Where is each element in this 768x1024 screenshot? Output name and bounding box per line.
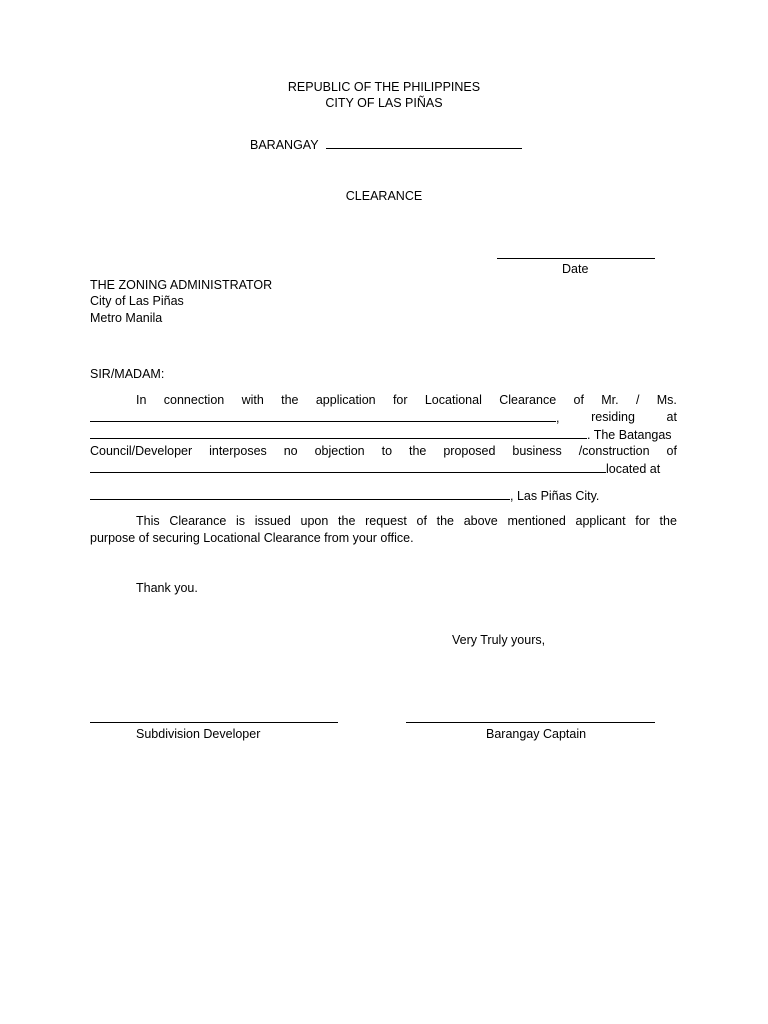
word: proposed	[443, 444, 496, 458]
sign-off: Very Truly yours,	[452, 633, 546, 647]
word: the	[659, 514, 677, 528]
word: the	[338, 514, 356, 528]
word: /construction	[578, 444, 650, 458]
word: Clearance	[499, 393, 557, 407]
addressee-title: THE ZONING ADMINISTRATOR	[90, 278, 273, 292]
addressee-city: City of Las Piñas	[90, 294, 184, 308]
barangay-blank	[326, 136, 522, 149]
location-blank	[90, 487, 510, 500]
word: Ms.	[656, 393, 677, 407]
barangay-line	[250, 136, 522, 153]
word: the	[436, 514, 455, 528]
developer-signature-line	[90, 722, 338, 723]
word: Council/Developer	[90, 444, 193, 458]
business-blank	[90, 460, 606, 473]
word: business	[512, 444, 562, 458]
residence-address-blank	[90, 426, 587, 439]
thank-you: Thank you.	[136, 581, 198, 595]
word: of	[416, 514, 427, 528]
document-title: CLEARANCE	[345, 189, 423, 203]
word: for	[392, 393, 408, 407]
word: of	[573, 393, 584, 407]
paragraph2-line1	[136, 513, 677, 529]
header-city: CITY OF LAS PIÑAS	[325, 96, 443, 110]
developer-signature-label: Subdivision Developer	[136, 727, 261, 741]
word: is	[235, 514, 246, 528]
barangay-label: BARANGAY	[250, 138, 319, 152]
captain-signature-line	[406, 722, 655, 723]
word: of	[666, 444, 677, 458]
word: mentioned	[507, 514, 566, 528]
paragraph1-line2	[90, 409, 677, 426]
word: the	[408, 444, 427, 458]
word: In	[136, 393, 147, 407]
word: applicant	[575, 514, 626, 528]
word: objection	[314, 444, 365, 458]
word: /	[635, 393, 640, 407]
word: Clearance	[169, 514, 227, 528]
word: above	[463, 514, 498, 528]
captain-signature-label: Barangay Captain	[486, 727, 587, 741]
word-residing: residing	[591, 410, 635, 424]
paragraph1-line6: , Las Piñas City.	[90, 487, 599, 504]
word: with	[241, 393, 264, 407]
word: This	[136, 514, 160, 528]
applicant-name-blank-group: ,	[90, 409, 559, 426]
salutation: SIR/MADAM:	[90, 367, 165, 381]
word-at: at	[666, 410, 677, 424]
word: request	[365, 514, 407, 528]
paragraph2-line2: purpose of securing Locational Clearance from your office.	[90, 531, 414, 545]
addressee-region: Metro Manila	[90, 311, 163, 325]
word: the	[281, 393, 299, 407]
paragraph1-line4	[90, 443, 677, 459]
header-republic: REPUBLIC OF THE PHILIPPINES	[287, 80, 481, 94]
word: application	[315, 393, 376, 407]
word: interposes	[209, 444, 267, 458]
word: for	[635, 514, 650, 528]
word: no	[283, 444, 298, 458]
date-label: Date	[562, 262, 589, 276]
word: issued	[254, 514, 291, 528]
applicant-name-blank	[90, 409, 556, 422]
word: Mr.	[601, 393, 619, 407]
paragraph1-line1	[136, 392, 677, 408]
word: to	[381, 444, 393, 458]
paragraph1-line5: located at	[90, 460, 660, 477]
date-blank	[497, 258, 655, 259]
word: connection	[163, 393, 225, 407]
paragraph1-line3: . The Batangas	[90, 426, 672, 443]
word: Locational	[424, 393, 482, 407]
word: upon	[300, 514, 329, 528]
